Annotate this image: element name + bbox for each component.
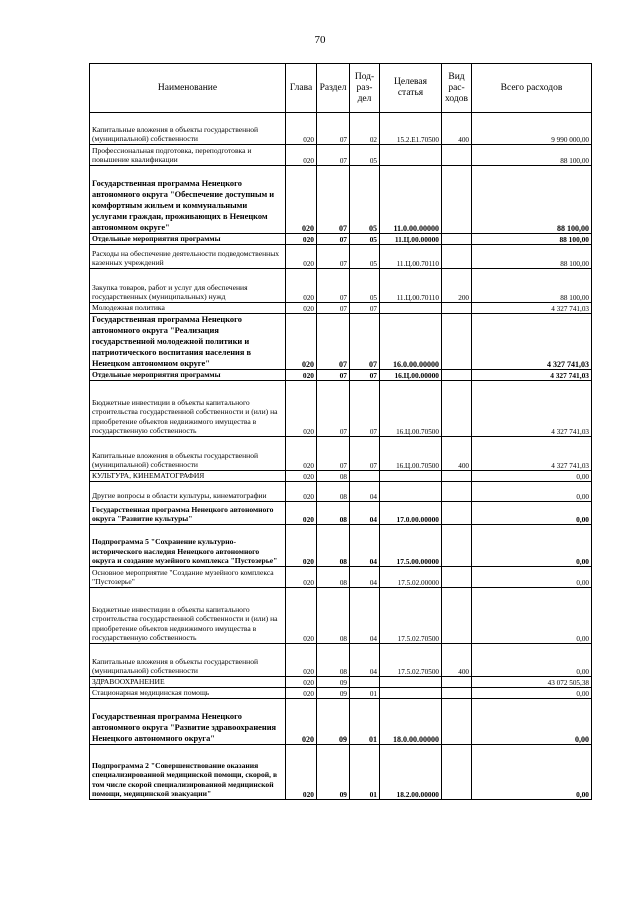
row-chapter: 020 (286, 482, 317, 502)
row-name: Подпрограмма 5 "Сохранение культурно-исторического наследия Ненецкого автономного округа и создание музейного комплекса "Пустозерье" (90, 525, 286, 567)
row-subsection: 07 (350, 303, 380, 314)
row-type (442, 381, 472, 437)
row-section: 07 (317, 437, 350, 471)
row-chapter: 020 (286, 745, 317, 800)
row-target: 17.5.02.70500 (380, 644, 442, 677)
table-row (90, 303, 592, 314)
row-chapter: 020 (286, 269, 317, 303)
row-type (442, 745, 472, 800)
row-chapter: 020 (286, 588, 317, 644)
row-total: 0,00 (472, 567, 592, 588)
row-section: 07 (317, 370, 350, 381)
row-type (442, 166, 472, 234)
header-row (90, 64, 592, 113)
table-row (90, 145, 592, 166)
row-name: Государственная программа Ненецкого автономного округа "Обеспечение доступным и комфортным жильем и коммунальными услугами граждан, проживающих в Ненецком автономном округе" (90, 166, 286, 234)
row-type (442, 370, 472, 381)
row-target: 11.Ц.00.00000 (380, 234, 442, 245)
row-subsection: 02 (350, 113, 380, 145)
row-type: 400 (442, 437, 472, 471)
row-section: 09 (317, 688, 350, 699)
row-name: КУЛЬТУРА, КИНЕМАТОГРАФИЯ (90, 471, 286, 482)
row-section: 07 (317, 166, 350, 234)
table-row (90, 688, 592, 699)
row-name: Стационарная медицинская помощь (90, 688, 286, 699)
row-section: 09 (317, 677, 350, 688)
row-section: 07 (317, 381, 350, 437)
row-section: 07 (317, 314, 350, 370)
row-target: 16.Ц.00.00000 (380, 370, 442, 381)
row-name: Капитальные вложения в объекты государственной (муниципальной) собственности (90, 644, 286, 677)
row-type (442, 567, 472, 588)
row-chapter: 020 (286, 381, 317, 437)
table-row (90, 269, 592, 303)
row-name: Бюджетные инвестиции в объекты капитального строительства государственной собственности и (или) на приобретение объектов недвижимого имущества в государственную собственность (90, 588, 286, 644)
row-target: 17.0.00.00000 (380, 502, 442, 525)
row-type (442, 677, 472, 688)
header-target: Целевая статья (380, 64, 442, 113)
row-section: 08 (317, 588, 350, 644)
row-name: Подпрограмма 2 "Совершенствование оказания специализированной медицинской помощи, скорой, в том числе скорой специализированной медицинской помощи, медицинской эвакуации" (90, 745, 286, 800)
row-subsection: 04 (350, 482, 380, 502)
row-total: 0,00 (472, 482, 592, 502)
row-name: Государственная программа Ненецкого автономного округа "Развитие культуры" (90, 502, 286, 525)
row-type (442, 303, 472, 314)
table-row (90, 437, 592, 471)
row-subsection: 07 (350, 381, 380, 437)
row-chapter: 020 (286, 688, 317, 699)
row-chapter: 020 (286, 471, 317, 482)
table-row (90, 677, 592, 688)
row-subsection: 05 (350, 269, 380, 303)
row-total: 0,00 (472, 699, 592, 745)
row-chapter: 020 (286, 234, 317, 245)
row-target (380, 688, 442, 699)
row-name: ЗДРАВООХРАНЕНИЕ (90, 677, 286, 688)
row-type (442, 314, 472, 370)
table-row (90, 314, 592, 370)
row-chapter: 020 (286, 145, 317, 166)
row-section: 07 (317, 245, 350, 269)
row-subsection: 04 (350, 502, 380, 525)
table-row (90, 745, 592, 800)
row-section: 07 (317, 145, 350, 166)
row-target: 18.0.00.00000 (380, 699, 442, 745)
row-subsection: 01 (350, 745, 380, 800)
row-type: 400 (442, 113, 472, 145)
row-chapter: 020 (286, 370, 317, 381)
row-name: Расходы на обеспечение деятельности подведомственных казенных учреждений (90, 245, 286, 269)
row-subsection: 05 (350, 145, 380, 166)
row-section: 09 (317, 699, 350, 745)
row-section: 08 (317, 644, 350, 677)
row-target (380, 471, 442, 482)
row-subsection: 07 (350, 370, 380, 381)
row-name: Профессиональная подготовка, переподготовка и повышение квалификации (90, 145, 286, 166)
header-type: Вид рас-ходов (442, 64, 472, 113)
row-name: Капитальные вложения в объекты государственной (муниципальной) собственности (90, 437, 286, 471)
row-total: 88 100,00 (472, 234, 592, 245)
table-row (90, 381, 592, 437)
row-target: 11.Ц.00.70110 (380, 245, 442, 269)
row-name: Государственная программа Ненецкого автономного округа "Реализация государственной молодежной политики и патриотического воспитания населения в Ненецком автономном округе" (90, 314, 286, 370)
row-section: 08 (317, 471, 350, 482)
row-section: 08 (317, 525, 350, 567)
header-section: Раздел (317, 64, 350, 113)
row-name: Другие вопросы в области культуры, кинематографии (90, 482, 286, 502)
row-target (380, 677, 442, 688)
page-number: 70 (314, 34, 326, 46)
row-total: 4 327 741,03 (472, 437, 592, 471)
row-total: 4 327 741,03 (472, 303, 592, 314)
row-chapter: 020 (286, 113, 317, 145)
row-target: 18.2.00.00000 (380, 745, 442, 800)
row-total: 4 327 741,03 (472, 370, 592, 381)
row-section: 08 (317, 567, 350, 588)
row-type (442, 525, 472, 567)
row-total: 0,00 (472, 471, 592, 482)
table-row (90, 699, 592, 745)
row-subsection: 07 (350, 437, 380, 471)
row-total: 43 072 505,38 (472, 677, 592, 688)
table-row (90, 567, 592, 588)
row-chapter: 020 (286, 699, 317, 745)
row-total: 0,00 (472, 688, 592, 699)
header-name: Наименование (90, 64, 286, 113)
row-name: Капитальные вложения в объекты государственной (муниципальной) собственности (90, 113, 286, 145)
row-chapter: 020 (286, 303, 317, 314)
header-chapter: Глава (286, 64, 317, 113)
row-subsection (350, 677, 380, 688)
row-subsection: 05 (350, 234, 380, 245)
row-section: 08 (317, 502, 350, 525)
row-name: Отдельные мероприятия программы (90, 234, 286, 245)
row-total: 0,00 (472, 745, 592, 800)
row-name: Молодежная политика (90, 303, 286, 314)
table-row (90, 644, 592, 677)
row-chapter: 020 (286, 437, 317, 471)
row-total: 0,00 (472, 525, 592, 567)
row-subsection: 05 (350, 245, 380, 269)
row-name: Основное мероприятие "Создание музейного комплекса "Пустозерье" (90, 567, 286, 588)
row-name: Отдельные мероприятия программы (90, 370, 286, 381)
table-row (90, 482, 592, 502)
row-subsection: 07 (350, 314, 380, 370)
row-type (442, 234, 472, 245)
row-subsection: 04 (350, 588, 380, 644)
table-row (90, 370, 592, 381)
header-subsection: Под-раз-дел (350, 64, 380, 113)
row-target: 16.Ц.00.70500 (380, 437, 442, 471)
row-target: 15.2.Е1.70500 (380, 113, 442, 145)
row-target: 17.5.02.70500 (380, 588, 442, 644)
row-section: 08 (317, 482, 350, 502)
row-section: 07 (317, 113, 350, 145)
row-type (442, 482, 472, 502)
row-target (380, 145, 442, 166)
row-type (442, 245, 472, 269)
row-type (442, 699, 472, 745)
row-target: 17.5.00.00000 (380, 525, 442, 567)
row-chapter: 020 (286, 644, 317, 677)
row-total: 88 100,00 (472, 166, 592, 234)
row-chapter: 020 (286, 525, 317, 567)
table-row (90, 166, 592, 234)
row-type (442, 471, 472, 482)
row-total: 88 100,00 (472, 269, 592, 303)
row-target: 11.Ц.00.70110 (380, 269, 442, 303)
row-chapter: 020 (286, 245, 317, 269)
row-type: 400 (442, 644, 472, 677)
row-type (442, 145, 472, 166)
row-subsection (350, 471, 380, 482)
row-section: 07 (317, 303, 350, 314)
row-chapter: 020 (286, 567, 317, 588)
row-chapter: 020 (286, 314, 317, 370)
header-total: Всего расходов (472, 64, 592, 113)
row-chapter: 020 (286, 677, 317, 688)
table-row (90, 525, 592, 567)
row-chapter: 020 (286, 502, 317, 525)
row-type (442, 502, 472, 525)
row-subsection: 04 (350, 525, 380, 567)
row-type: 200 (442, 269, 472, 303)
row-name: Закупка товаров, работ и услуг для обеспечения государственных (муниципальных) нужд (90, 269, 286, 303)
table-row (90, 113, 592, 145)
row-total: 0,00 (472, 644, 592, 677)
row-total: 88 100,00 (472, 245, 592, 269)
table-row (90, 471, 592, 482)
row-total: 9 990 000,00 (472, 113, 592, 145)
table-row (90, 502, 592, 525)
row-chapter: 020 (286, 166, 317, 234)
row-subsection: 01 (350, 699, 380, 745)
row-subsection: 04 (350, 567, 380, 588)
table-row (90, 245, 592, 269)
row-type (442, 588, 472, 644)
row-total: 0,00 (472, 502, 592, 525)
row-target (380, 482, 442, 502)
row-subsection: 05 (350, 166, 380, 234)
row-target (380, 303, 442, 314)
table-row (90, 588, 592, 644)
row-total: 88 100,00 (472, 145, 592, 166)
row-target: 17.5.02.00000 (380, 567, 442, 588)
row-total: 4 327 741,03 (472, 381, 592, 437)
row-section: 07 (317, 269, 350, 303)
table-row (90, 234, 592, 245)
row-name: Государственная программа Ненецкого автономного округа "Развитие здравоохранения Ненецкого автономного округа" (90, 699, 286, 745)
row-target: 11.0.00.00000 (380, 166, 442, 234)
row-total: 0,00 (472, 588, 592, 644)
row-subsection: 01 (350, 688, 380, 699)
row-target: 16.Ц.00.70500 (380, 381, 442, 437)
row-section: 07 (317, 234, 350, 245)
row-subsection: 04 (350, 644, 380, 677)
budget-table (89, 63, 592, 800)
row-name: Бюджетные инвестиции в объекты капитального строительства государственной собственности и (или) на приобретение объектов недвижимого имущества в государственную собственность (90, 381, 286, 437)
row-total: 4 327 741,03 (472, 314, 592, 370)
row-section: 09 (317, 745, 350, 800)
row-target: 16.0.00.00000 (380, 314, 442, 370)
row-type (442, 688, 472, 699)
